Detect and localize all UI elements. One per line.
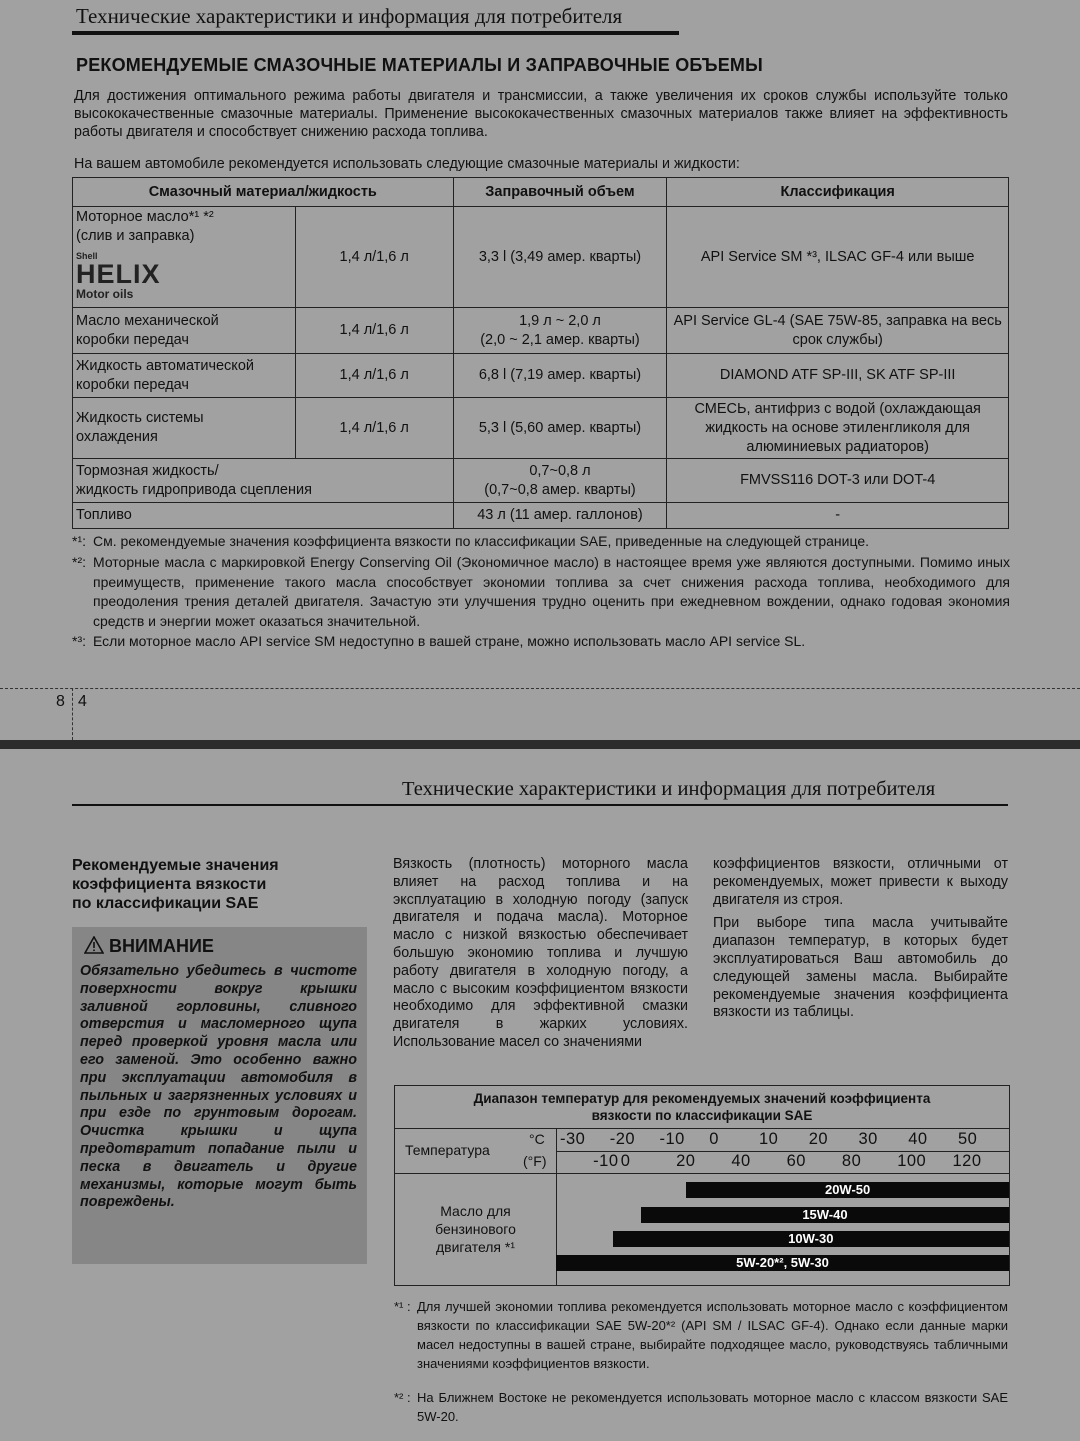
viscosity-footnote-1: [394, 1297, 1008, 1373]
fahrenheit-tick: 80: [841, 1152, 862, 1170]
section-title: РЕКОМЕНДУЕМЫЕ СМАЗОЧНЫЕ МАТЕРИАЛЫ И ЗАПРАВОЧНЫЕ ОБЪЕМЫ: [76, 55, 763, 75]
viscosity-bar: 20W-50: [686, 1182, 1009, 1198]
title-line: Диапазон температур для рекомендуемых значений коэффициента: [473, 1091, 931, 1106]
row-name-2: коробки передач: [76, 331, 189, 348]
row-name-2: коробки передач: [76, 376, 189, 393]
page-header: Технические характеристики и информация для потребителя: [76, 4, 623, 28]
fahrenheit-tick: 20: [676, 1152, 696, 1170]
table-cell: DIAMOND ATF SP-III, SK ATF SP-III: [667, 354, 1009, 398]
table-cell: -: [667, 503, 1009, 529]
table-cell: [73, 398, 296, 459]
volume: 1,9 л ~ 2,0 л: [519, 312, 601, 329]
footnote-mark: *² :: [394, 1390, 411, 1405]
fahrenheit-tick: 0: [620, 1152, 631, 1170]
celsius-tick: -30: [560, 1130, 586, 1148]
table-row: [73, 207, 1009, 308]
celsius-tick: 40: [908, 1130, 928, 1148]
row-name: Жидкость автоматической: [76, 357, 254, 374]
viscosity-bar: 10W-30: [613, 1231, 1009, 1247]
table-cell: [453, 308, 667, 354]
viscosity-bar: 15W-40: [641, 1207, 1009, 1223]
fahrenheit-tick: 120: [952, 1152, 982, 1170]
oil-label: [395, 1174, 556, 1256]
table-cell: СМЕСЬ, антифриз с водой (охлаждающая жидкость на основе этиленгликоля для алюминиевых радиаторов): [667, 398, 1009, 459]
paragraph: При выборе типа масла учитывайте диапазон температур, в которых будет эксплуатироваться Ваш автомобиль до следующей замены масла. Выбирайте рекомендуемые значения коэффициента вязкости из таблицы.: [713, 915, 1008, 1021]
unit-celsius: °C: [529, 1131, 545, 1147]
oil-label-cell: [395, 1174, 557, 1285]
footnote-mark: *¹ :: [394, 1299, 411, 1314]
viscosity-text-col3: [713, 856, 1008, 1028]
table-cell: [453, 459, 667, 503]
warning-box: [72, 927, 367, 1264]
footnote-text: На Ближнем Востоке не рекомендуется использовать моторное масло с классом вязкости SAE 5W-20.: [417, 1390, 1008, 1424]
table-cell: API Service SM *³, ILSAC GF-4 или выше: [667, 207, 1009, 308]
table-cell: API Service GL-4 (SAE 75W-85, заправка на весь срок службы): [667, 308, 1009, 354]
title-line: коэффициента вязкости: [72, 876, 267, 893]
table-cell: 5,3 l (5,60 амер. кварты): [453, 398, 667, 459]
celsius-tick: 0: [709, 1130, 719, 1148]
warning-title: ВНИМАНИЕ: [109, 936, 214, 956]
table-header-cell: Классификация: [667, 178, 1009, 207]
title-line: вязкости по классификации SAE: [591, 1108, 813, 1123]
footnote-mark: *³:: [72, 633, 86, 649]
temperature-label-cell: [395, 1129, 557, 1174]
row-name: Масло механической: [76, 312, 219, 329]
table-cell: [73, 354, 296, 398]
table-cell: Топливо: [73, 503, 454, 529]
chapter-number: 8: [56, 693, 65, 710]
footnote-1: [72, 532, 1010, 552]
volume: 0,7~0,8 л: [529, 462, 591, 479]
page-number-divider: [72, 688, 73, 740]
row-name: Моторное масло*¹ *²: [76, 209, 214, 225]
table-cell: 3,3 l (3,49 амер. кварты): [453, 207, 667, 308]
temperature-label: Температура: [405, 1142, 490, 1158]
logo-name: HELIX: [76, 258, 161, 289]
viscosity-bar: 5W-20*², 5W-30: [556, 1255, 1009, 1271]
fahrenheit-tick: 60: [786, 1152, 806, 1170]
fahrenheit-tick: 100: [897, 1152, 927, 1170]
paragraph: коэффициентов вязкости, отличными от рекомендуемых, может привести к выходу двигателя из строя.: [713, 856, 1008, 908]
table-cell: 1,4 л/1,6 л: [295, 398, 453, 459]
lead-paragraph: На вашем автомобиле рекомендуется использовать следующие смазочные материалы и жидкости:: [74, 156, 740, 172]
footnote-text: Для лучшей экономии топлива рекомендуется использовать моторное масло с коэффициентом вязкости по классификации SAE 5W-20*² (API SM / ILSAC GF-4). Однако если данные марки масел недоступны в вашей стране, выбирайте подходящее масло, руководствуясь табличными значениями коэффициентов вязкости.: [417, 1299, 1008, 1371]
row-name-2: охлаждения: [76, 429, 158, 445]
lubricants-table: [72, 177, 1009, 529]
row-name: Тормозная жидкость/: [76, 462, 219, 479]
page-separator: [0, 740, 1080, 749]
footnote-text: См. рекомендуемые значения коэффициента вязкости по классификации SAE, приведенные на следующей странице.: [93, 533, 869, 549]
table-cell: [73, 207, 296, 308]
table-row: [73, 459, 1009, 503]
viscosity-table: [394, 1085, 1010, 1286]
header-rule-2: [72, 804, 1008, 806]
table-header-row: [73, 178, 1009, 207]
logo-sub: Motor oils: [76, 286, 134, 301]
volume-2: (2,0 ~ 2,1 амер. кварты): [480, 331, 640, 348]
oil-label-line: бензинового: [435, 1221, 516, 1237]
table-header-cell: Заправочный объем: [453, 178, 667, 207]
row-name-2: жидкость гидропривода сцепления: [76, 481, 312, 498]
celsius-tick: 10: [759, 1130, 779, 1148]
footnote-text: Если моторное масло API service SM недоступно в вашей стране, можно использовать масло API service SL.: [93, 633, 806, 649]
footnote-text: Моторные масла с маркировкой Energy Conserving Oil (Экономичное масло) в настоящее время уже являются доступными. Помимо иных преимуществ, применение такого масла способствует экономии топлива за счет снижения расхода топлива, необходимого для преодоления трения деталей двигателя. Зачастую эти улучшения трудно оценить при ежедневном вождении, однако годовая экономия средств и энергии может оказаться значительной.: [93, 554, 1010, 629]
logo-brand: Shell: [76, 251, 98, 261]
table-row: [73, 354, 1009, 398]
fahrenheit-tick: 40: [731, 1152, 751, 1170]
table-row: [73, 308, 1009, 354]
shell-helix-logo: [76, 248, 292, 300]
warning-text: Обязательно убедитесь в чистоте поверхности вокруг крышки заливной горловины, сливного отверстия и масломерного щупа перед проверкой уровня масла или его заменой. Это особенно важно при эксплуатации автомобиля в пыльных и загрязненных условиях и при езде по грунтовым дорогам. Очистка крышки и щупа предотвратит попадание пыли и песка в двигатель и другие механизмы, которые могут быть повреждены.: [80, 963, 357, 1211]
viscosity-title: [72, 856, 279, 913]
unit-fahrenheit: (°F): [523, 1153, 547, 1169]
table-cell: 43 л (11 амер. галлонов): [453, 503, 667, 529]
header-rule: [72, 31, 679, 35]
intro-paragraph: Для достижения оптимального режима работы двигателя и трансмиссии, а также увеличения их сроков службы используйте только высококачественные смазочные материалы. Применение высококачественных смазочных материалов также влияет на эффективность работы двигателя и способствует снижению расхода топлива.: [74, 88, 1008, 140]
warning-heading: [84, 936, 214, 957]
title-line: по классификации SAE: [72, 895, 259, 912]
table-cell: [73, 308, 296, 354]
table-cell: 6,8 l (7,19 амер. кварты): [453, 354, 667, 398]
celsius-scale: [556, 1129, 1009, 1152]
title-line: Рекомендуемые значения: [72, 857, 279, 874]
footnote-mark: *¹:: [72, 533, 86, 549]
table-cell: 1,4 л/1,6 л: [295, 308, 453, 354]
celsius-tick: 50: [958, 1130, 978, 1148]
table-cell: 1,4 л/1,6 л: [295, 354, 453, 398]
table-cell: [73, 459, 454, 503]
page-number: 4: [78, 693, 87, 710]
page-header-2: Технические характеристики и информация для потребителя: [402, 778, 936, 800]
celsius-tick: 20: [808, 1130, 829, 1148]
row-name-2: (слив и заправка): [76, 228, 195, 244]
viscosity-table-title: [395, 1086, 1009, 1129]
footnote-3: [72, 632, 1010, 652]
table-row: [73, 398, 1009, 459]
volume-2: (0,7~0,8 амер. кварты): [484, 481, 636, 498]
viscosity-footnote-2: [394, 1388, 1008, 1426]
oil-label-line: Масло для: [440, 1203, 511, 1219]
row-name: Жидкость системы: [76, 410, 204, 426]
table-row: [73, 503, 1009, 529]
table-cell: FMVSS116 DOT-3 или DOT-4: [667, 459, 1009, 503]
fahrenheit-tick: -10: [593, 1152, 619, 1170]
celsius-tick: -10: [659, 1130, 685, 1148]
celsius-tick: 30: [858, 1130, 878, 1148]
table-header-cell: Смазочный материал/жидкость: [73, 178, 454, 207]
fahrenheit-scale: [556, 1151, 1009, 1174]
celsius-tick: -20: [609, 1130, 636, 1148]
viscosity-text-col2: Вязкость (плотность) моторного масла влияет на расход топлива и на эксплуатацию в холодную погоду (запуск двигателя и подача масла). Моторное масло с низкой вязкостью обеспечивает большую экономию топлива и лучшую работу двигателя в холодную погоду, а масло с высоким коэффициентом вязкости необходимо для эффективной смазки двигателя в жарких условиях. Использование масел со значениями: [393, 856, 688, 1050]
footnote-2: [72, 553, 1010, 631]
footnote-mark: *²:: [72, 554, 86, 570]
oil-label-line: двигателя *¹: [435, 1239, 516, 1255]
table-cell: 1,4 л/1,6 л: [295, 207, 453, 308]
warning-icon: [84, 936, 104, 954]
page-cut-line: [0, 688, 1080, 689]
